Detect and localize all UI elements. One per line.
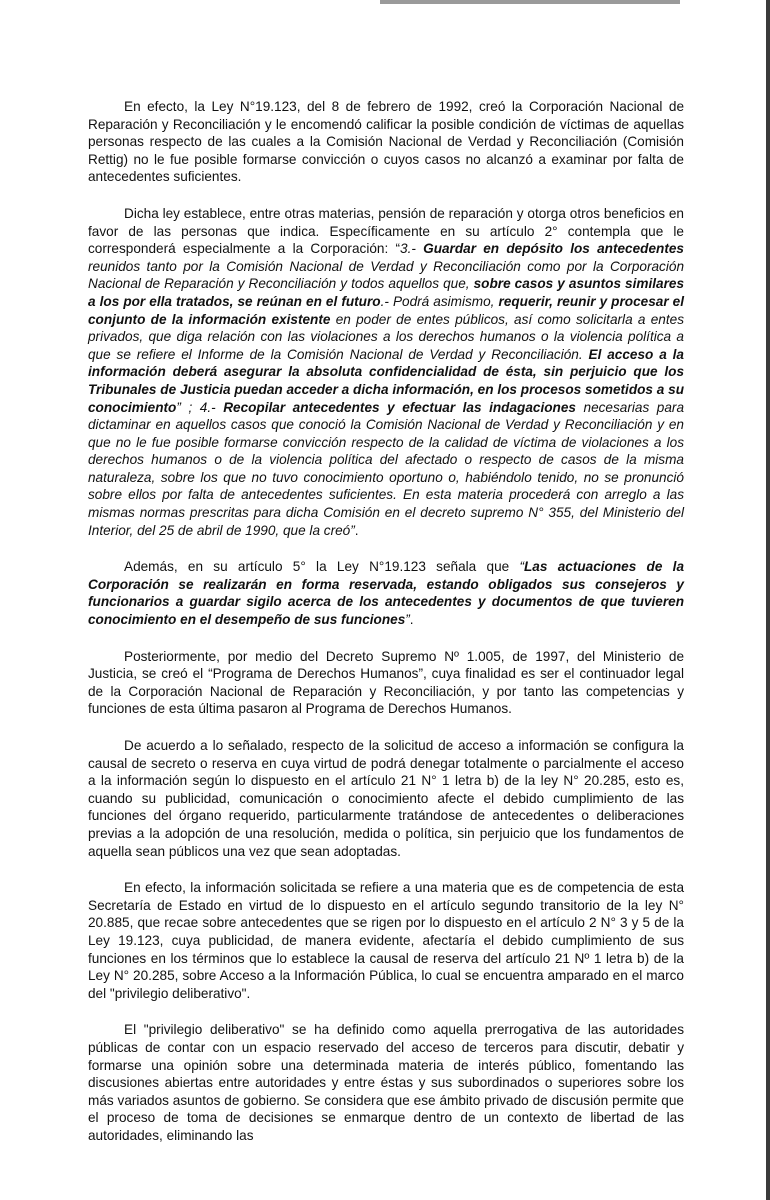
paragraph-spacer: [88, 718, 684, 737]
text-span: Guardar en depósito los antecedentes: [423, 241, 684, 257]
paragraph-2: [88, 205, 684, 539]
paragraph-spacer: [88, 860, 684, 879]
text-span: sobre casos y asuntos similares a los por ella tratados, se reúnan en el futuro: [88, 276, 685, 309]
text-span: Recopilar antecedentes y efectuar las indagaciones: [223, 399, 576, 415]
text-span: Posteriormente, por medio del Decreto Supremo Nº 1.005, de 1997, del Ministerio de Justicia, se creó el “Programa de Derechos Humanos”, cuya finalidad es ser el continuador legal de la Corporación Nacional de Reparación y Reconciliación, y por tanto las competencias y funciones de esta última pasaron al Programa de Derechos Humanos.: [88, 648, 684, 717]
text-span: Además, en su artículo 5° la Ley N°19.123 señala que: [124, 559, 520, 575]
scan-edge-shadow-top: [380, 0, 680, 4]
text-span: De acuerdo a lo señalado, respecto de la solicitud de acceso a información se configura la causal de secreto o reserva en cuya virtud de podrá denegar totalmente o parcialmente el acceso a la información según lo dispuesto en el artículo 21 N° 1 letra b) de la ley N° 20.285, esto es, cuando su publicidad, comunicación o conocimiento afecte el debido cumplimiento de las funciones del órgano requerido, particularmente tratándose de antecedentes o deliberaciones previas a la adopción de una resolución, medida o política, sin perjuicio que los fundamentos de aquella sean públicos una vez que sean adoptadas.: [88, 738, 684, 859]
paragraph-spacer: [88, 539, 684, 558]
text-span: ”: [405, 612, 410, 628]
text-span: Dicha ley establece, entre otras materias, pensión de reparación y otorga otros beneficios en favor de las personas que indica. Específicamente en su artículo 2° contempla que le corresponderá especialmente a la Corporación: “: [88, 205, 684, 257]
scan-edge-shadow-right: [766, 0, 770, 1200]
document-body: [88, 98, 684, 1144]
text-span: En efecto, la información solicitada se refiere a una materia que es de competencia de esta Secretaría de Estado en virtud de lo dispuesto en el artículo segundo transitorio de la ley N° 20.885, que recae sobre antecedentes que se rigen por lo dispuesto en el artículo 2 N° 3 y 5 de la Ley 19.123, cuya publicidad, de manera evidente, afectaría el debido cumplimiento de sus funciones en los términos que lo establece la causal de reserva del artículo 21 Nº 1 letra b) de la Ley N° 20.285, sobre Acceso a la Información Pública, lo cual se encuentra amparado en el marco del "privilegio deliberativo".: [88, 880, 684, 1001]
paragraph-spacer: [88, 186, 684, 205]
text-span: requerir, reunir y procesar el conjunto de la información existente: [88, 293, 685, 327]
text-span: El acceso a la información deberá asegurar la absoluta confidencialidad de ésta, sin perjuicio que los Tribunales de Justicia puedan acceder a dicha información, en los procesos sometidos a su conocimiento: [88, 346, 684, 415]
paragraph-1: [88, 98, 684, 186]
text-span: 3.-: [400, 241, 424, 257]
paragraph-4: [88, 648, 684, 718]
text-span: .: [409, 612, 414, 628]
paragraph-3: [88, 558, 684, 628]
text-span: .: [354, 522, 359, 538]
paragraph-spacer: [88, 1002, 684, 1021]
text-span: En efecto, la Ley N°19.123, del 8 de febrero de 1992, creó la Corporación Nacional de Reparación y Reconciliación y le encomendó calificar la posible condición de víctimas de aquellas personas respecto de las cuales a la Comisión Nacional de Verdad y Reconciliación (Comisión Rettig) no le fue posible formarse convicción o cuyos casos no alcanzó a examinar por falta de antecedentes suficientes.: [88, 99, 684, 185]
text-span: El "privilegio deliberativo" se ha definido como aquella prerrogativa de las autoridades públicas de contar con un espacio reservado del acceso de terceros para discutir, debatir y formarse una opinión sobre una determinada materia de interés público, fomentando las discusiones abiertas entre autoridades y entre éstas y sus subordinados o superiores sobre los más variados asuntos de gobierno. Se considera que ese ámbito privado de discusión permite que el proceso de toma de decisiones se enmarque dentro de un contexto de libertad de las autoridades, eliminando las: [88, 1022, 684, 1143]
paragraph-5: [88, 737, 684, 860]
text-span: necesarias para dictaminar en aquellos casos que conoció la Comisión Nacional de Verdad y Reconciliación y en que no le fue posible formarse convicción respecto de la calidad de víctima de violaciones a los derechos humanos o de la violencia política del afectado o respecto de casos de la misma naturaleza, sobre los que no tuvo conocimiento oportuno o, habiéndolo tenido, no se pronunció sobre ellos por falta de antecedentes suficientes. En esta materia procederá con arreglo a las mismas normas prescritas para dicha Comisión en el decreto supremo N° 355, del Ministerio del Interior, del 25 de abril de 1990, que la creó”: [88, 399, 685, 538]
text-span: “: [519, 559, 524, 575]
text-span: Las actuaciones de la Corporación se realizarán en forma reservada, estando obligados sus consejeros y funcionarios a guardar sigilo acerca de los antecedentes y documentos de que tuvieren conocimiento en el desempeño de sus funciones: [88, 559, 685, 628]
text-span: en poder de entes públicos, así como solicitarla a entes privados, que diga relación con las violaciones a los derechos humanos o la violencia política a que se refiere el Informe de la Comisión Nacional de Verdad y Reconciliación.: [88, 311, 685, 362]
text-span: .- Podrá asimismo,: [380, 293, 499, 309]
text-span: reunidos tanto por la Comisión Nacional de Verdad y Reconciliación como por la Corporación Nacional de Reparación y Reconciliación y todos aquellos que,: [88, 258, 684, 292]
paragraph-spacer: [88, 629, 684, 648]
paragraph-7: [88, 1021, 684, 1144]
text-span: ” ; 4.-: [176, 399, 224, 415]
paragraph-6: [88, 879, 684, 1002]
